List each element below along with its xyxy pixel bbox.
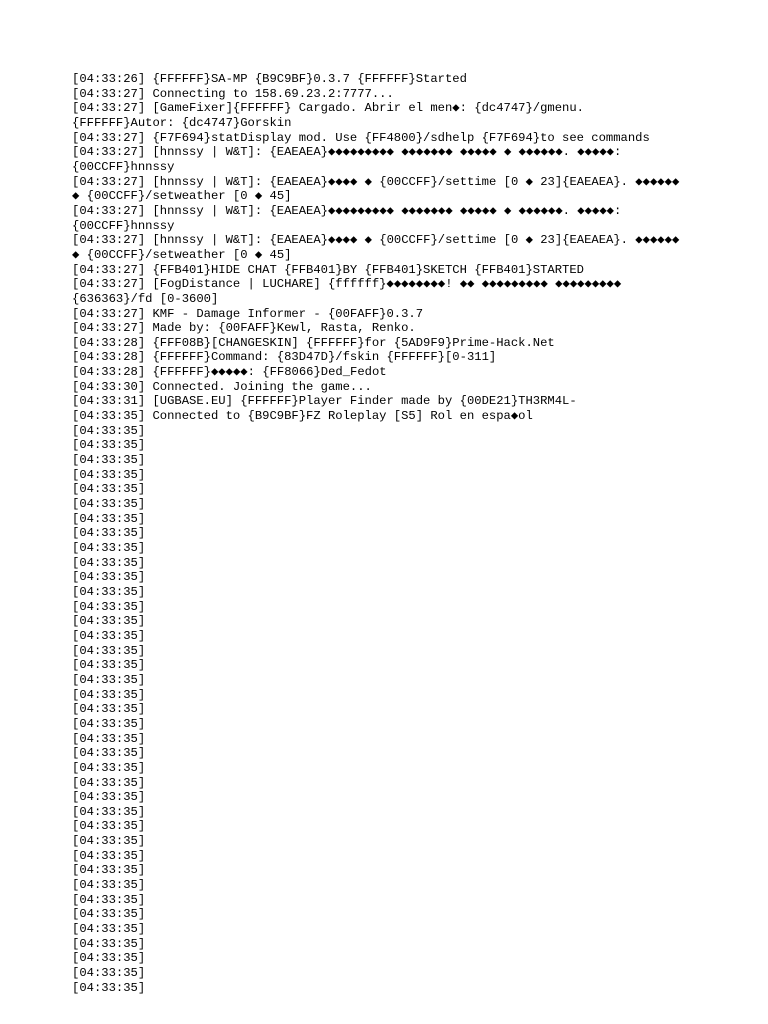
log-line: [04:33:35] bbox=[72, 687, 146, 702]
log-line: [04:33:27] Connecting to 158.69.23.2:7777... bbox=[72, 86, 394, 101]
log-line: {00CCFF}hnnssy bbox=[72, 218, 175, 233]
log-line: [04:33:35] bbox=[72, 628, 146, 643]
log-line: [04:33:35] bbox=[72, 672, 146, 687]
log-line: [04:33:35] bbox=[72, 570, 146, 585]
log-line: [04:33:35] bbox=[72, 966, 146, 981]
log-line: ◆ {00CCFF}/setweather [0 ◆ 45] bbox=[72, 189, 292, 204]
log-line: [04:33:27] Made by: {00FAFF}Kewl, Rasta, Renko. bbox=[72, 321, 416, 336]
log-line: [04:33:35] bbox=[72, 599, 146, 614]
log-line: [04:33:30] Connected. Joining the game... bbox=[72, 379, 372, 394]
log-line: [04:33:27] [hnnssy | W&T]: {EAEAEA}◆◆◆◆◆◆◆◆◆ ◆◆◆◆◆◆◆ ◆◆◆◆◆ ◆ ◆◆◆◆◆◆. ◆◆◆◆◆: bbox=[72, 145, 622, 160]
log-line: ◆ {00CCFF}/setweather [0 ◆ 45] bbox=[72, 247, 292, 262]
log-line: [04:33:27] {F7F694}statDisplay mod. Use {FF4800}/sdhelp {F7F694}to see commands bbox=[72, 130, 650, 145]
chat-log-body bbox=[72, 72, 712, 995]
log-line: [04:33:35] bbox=[72, 658, 146, 673]
log-line: [04:33:27] {FFB401}HIDE CHAT {FFB401}BY {FFB401}SKETCH {FFB401}STARTED bbox=[72, 262, 584, 277]
log-line: [04:33:35] bbox=[72, 907, 146, 922]
log-line: [04:33:27] [hnnssy | W&T]: {EAEAEA}◆◆◆◆◆◆◆◆◆ ◆◆◆◆◆◆◆ ◆◆◆◆◆ ◆ ◆◆◆◆◆◆. ◆◆◆◆◆: bbox=[72, 203, 622, 218]
log-line: [04:33:35] bbox=[72, 819, 146, 834]
log-line: {636363}/fd [0-3600] bbox=[72, 291, 219, 306]
log-line: [04:33:35] bbox=[72, 497, 146, 512]
log-line: [04:33:35] bbox=[72, 775, 146, 790]
log-line: [04:33:35] bbox=[72, 848, 146, 863]
log-line: [04:33:35] bbox=[72, 526, 146, 541]
log-line: [04:33:28] {FFF08B}[CHANGESKIN] {FFFFFF}for {5AD9F9}Prime-Hack.Net bbox=[72, 335, 555, 350]
log-line: [04:33:35] Connected to {B9C9BF}FZ Roleplay [S5] Rol en espa◆ol bbox=[72, 409, 533, 424]
log-line: [04:33:35] bbox=[72, 423, 146, 438]
log-line: [04:33:35] bbox=[72, 643, 146, 658]
log-line: [04:33:27] [hnnssy | W&T]: {EAEAEA}◆◆◆◆ ◆ {00CCFF}/settime [0 ◆ 23]{EAEAEA}. ◆◆◆◆◆◆ bbox=[72, 174, 680, 189]
log-line: [04:33:35] bbox=[72, 746, 146, 761]
log-line: [04:33:27] KMF - Damage Informer - {00FAFF}0.3.7 bbox=[72, 306, 424, 321]
log-line: [04:33:27] [GameFixer]{FFFFFF} Cargado. Abrir el men◆: {dc4747}/gmenu. bbox=[72, 101, 584, 116]
log-line: [04:33:27] [FogDistance | LUCHARE] {ffffff}◆◆◆◆◆◆◆◆! ◆◆ ◆◆◆◆◆◆◆◆◆ ◆◆◆◆◆◆◆◆◆ bbox=[72, 277, 622, 292]
log-line: [04:33:26] {FFFFFF}SA-MP {B9C9BF}0.3.7 {FFFFFF}Started bbox=[72, 72, 467, 86]
log-line: [04:33:35] bbox=[72, 834, 146, 849]
log-line: [04:33:35] bbox=[72, 453, 146, 468]
log-line: [04:33:28] {FFFFFF}◆◆◆◆◆: {FF8066}Ded_Fedot bbox=[72, 365, 387, 380]
log-line: [04:33:31] [UGBASE.EU] {FFFFFF}Player Finder made by {00DE21}TH3RM4L- bbox=[72, 394, 577, 409]
log-line: [04:33:35] bbox=[72, 892, 146, 907]
log-document bbox=[72, 72, 712, 995]
log-line: [04:33:28] {FFFFFF}Command: {83D47D}/fskin {FFFFFF}[0-311] bbox=[72, 350, 497, 365]
log-line: [04:33:35] bbox=[72, 760, 146, 775]
log-line: [04:33:35] bbox=[72, 511, 146, 526]
log-line: [04:33:35] bbox=[72, 614, 146, 629]
log-line: [04:33:35] bbox=[72, 936, 146, 951]
log-line: [04:33:35] bbox=[72, 467, 146, 482]
log-line: [04:33:35] bbox=[72, 878, 146, 893]
log-line: [04:33:35] bbox=[72, 731, 146, 746]
log-line: [04:33:35] bbox=[72, 438, 146, 453]
log-line: {00CCFF}hnnssy bbox=[72, 159, 175, 174]
log-line: [04:33:35] bbox=[72, 804, 146, 819]
log-line: [04:33:35] bbox=[72, 980, 146, 995]
log-line: [04:33:35] bbox=[72, 716, 146, 731]
log-line: [04:33:35] bbox=[72, 584, 146, 599]
log-line: [04:33:35] bbox=[72, 790, 146, 805]
log-line: [04:33:27] [hnnssy | W&T]: {EAEAEA}◆◆◆◆ ◆ {00CCFF}/settime [0 ◆ 23]{EAEAEA}. ◆◆◆◆◆◆ bbox=[72, 233, 680, 248]
log-line: [04:33:35] bbox=[72, 951, 146, 966]
log-line: [04:33:35] bbox=[72, 702, 146, 717]
log-line: {FFFFFF}Autor: {dc4747}Gorskin bbox=[72, 115, 292, 130]
log-line: [04:33:35] bbox=[72, 863, 146, 878]
log-line: [04:33:35] bbox=[72, 922, 146, 937]
log-line: [04:33:35] bbox=[72, 541, 146, 555]
log-line: [04:33:35] bbox=[72, 482, 146, 497]
log-line: [04:33:35] bbox=[72, 555, 146, 570]
